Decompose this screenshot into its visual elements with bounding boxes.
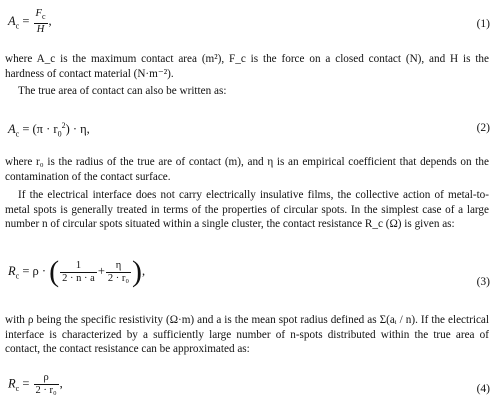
equation-number-3: (3) [476,276,490,288]
paragraph-true-area-intro: The true area of contact can also be written as: [18,85,227,97]
paragraph-area-definition: where A_c is the maximum contact area (m²), F_c is the force on a closed contact (N), and H is the hardness of contact material (N·m⁻²). [5,53,489,80]
eq2-r-sub: 0 [57,129,62,139]
equation-4 [8,372,63,397]
eq1-relation: = [19,13,33,28]
eq3-right-paren: ) [132,255,143,288]
eq4-denominator: 2 · r₀ [35,385,57,396]
equation-number-2: (2) [476,122,490,134]
eq4-fraction [34,372,59,397]
eq3-fraction-1 [60,260,97,285]
eq3-f1-denominator: 2 · n · a [62,272,95,284]
paragraph-resistivity: with ρ being the specific resistivity (Ω·m) and a is the mean spot radius defined as Σ(aᵢ / n). If the electrical interface is characterized by a sufficiently large number of n-spots distributed within the true area of contact, the contact resistance can be approximated as: [5,314,489,356]
eq1-tail: , [48,13,52,28]
eq4-lhs-sub: c [15,383,20,393]
eq1-lhs: A [8,13,16,28]
paragraph-radius-definition: where r₀ is the radius of the true are of contact (m), and η is an empirical coefficient that depends on the contamination of the contact surface. [5,156,489,183]
eq3-left-paren: ( [49,255,60,288]
equation-1 [8,8,52,36]
eq1-numerator-sub: c [41,12,46,22]
eq3-plus: + [97,263,105,278]
equation-number-4: (4) [476,383,490,395]
eq3-f1-numerator: 1 [60,260,97,273]
eq4-lhs: R [8,376,16,391]
eq1-numerator: F [35,8,42,19]
equation-number-1: (1) [476,18,490,30]
eq3-f2-numerator: η [106,260,131,273]
eq1-lhs-sub: c [15,21,20,31]
eq2-rhs: = (π · r [19,122,58,137]
eq3-fraction-2 [106,260,131,285]
eq4-tail: , [59,376,63,391]
equation-3 [8,257,145,287]
paragraph-contact-resistance: If the electrical interface does not carry electrically insulative films, the collective action of metal-to-metal spots is generally treated in terms of the properties of circular spots. In the simplest case of a large number n of circular spots situated within a single cluster, the contact resistance R_c (Ω) is given as: [5,189,489,231]
eq2-tail: ) · η, [65,122,90,137]
equation-2 [8,121,90,139]
eq3-lhs-sub: c [15,271,20,281]
eq2-lhs: A [8,122,16,137]
eq2-lhs-sub: c [15,129,20,139]
eq3-f2-denominator: 2 · r₀ [107,272,130,284]
eq4-relation: = [19,376,33,391]
eq1-fraction [34,8,48,36]
eq3-tail: , [142,263,146,278]
eq2-r-sup: 2 [61,121,66,130]
eq1-denominator: H [36,24,45,36]
eq4-numerator: ρ [34,372,59,385]
eq3-lhs: R [8,263,16,278]
eq3-relation: = ρ · [19,263,50,278]
